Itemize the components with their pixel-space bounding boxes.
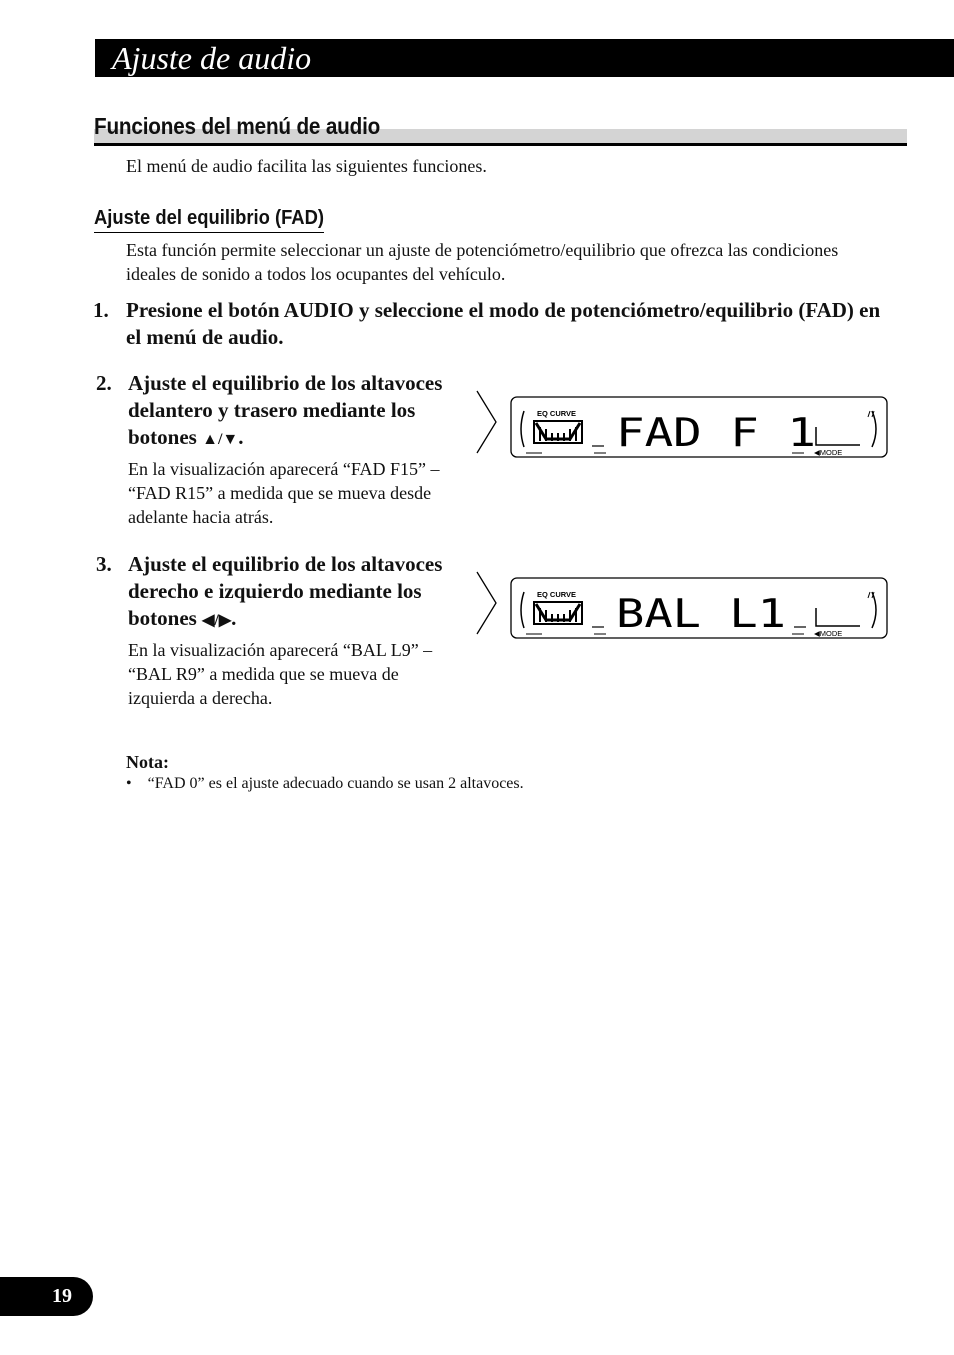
eq-curve-label: EQ CURVE [537,590,577,599]
step-3-text [128,551,448,634]
section-header [94,111,907,147]
subsection-description: Esta función permite seleccionar un ajuste de potenciómetro/equilibrio que ofrezca las condiciones ideales de sonido a todos los ocupantes del vehículo. [126,240,839,284]
page-number-tab [0,1277,93,1316]
eq-curve-label: EQ CURVE [537,409,577,418]
step-2-text [128,370,448,453]
section-title: Funciones del menú de audio [94,113,381,139]
page-number: 19 [52,1285,72,1307]
note-text: “FAD 0” es el ajuste adecuado cuando se usan 2 altavoces. [147,775,524,792]
level-bracket [816,427,860,445]
step-1-text: Presione el botón AUDIO y seleccione el modo de potenciómetro/equilibrio (FAD) en el menú de audio. [126,298,881,349]
note-bullet [126,773,524,795]
step-3-number: 3. [96,552,112,576]
step-3-body: Ajuste el equilibrio de los altavoces derecho e izquierdo mediante los botones [128,552,443,630]
step-2-note: En la visualización aparecerá “FAD F15” – “FAD R15” a medida que se mueva desde adelante hacia atrás. [128,459,440,527]
note-heading: Nota: [126,752,169,772]
subsection-title: Ajuste del equilibrio (FAD) [94,204,324,233]
bullet-mark: • [126,775,132,792]
bal-display-illustration [474,570,890,642]
section-rule [94,143,907,146]
chapter-title: Ajuste de audio [112,40,312,76]
lcd-segment-text: FAD F 1 [616,411,816,456]
step-2-end: . [238,425,244,449]
pointer-arrow-icon [477,391,496,453]
left-right-arrows-icon: ◀/▶ [202,612,232,629]
lcd-segment-text: BAL L1 [616,592,786,637]
mode-label: ◀MODE [814,629,843,638]
fad-display-illustration [474,389,890,461]
step-2-number: 2. [96,371,112,395]
chapter-banner [95,39,954,77]
up-down-arrows-icon: ▲/▼ [202,431,239,448]
step-3-note: En la visualización aparecerá “BAL L9” – “BAL R9” a medida que se mueva de izquierda a derecha. [128,640,433,708]
step-3-end: . [231,606,237,630]
section-intro: El menú de audio facilita las siguientes funciones. [126,156,487,176]
level-bracket [816,608,860,626]
step-1-number: 1. [93,298,109,322]
step-2-body: Ajuste el equilibrio de los altavoces delantero y trasero mediante los botones [128,371,443,449]
pointer-arrow-icon [477,572,496,634]
mode-label: ◀MODE [814,448,843,457]
